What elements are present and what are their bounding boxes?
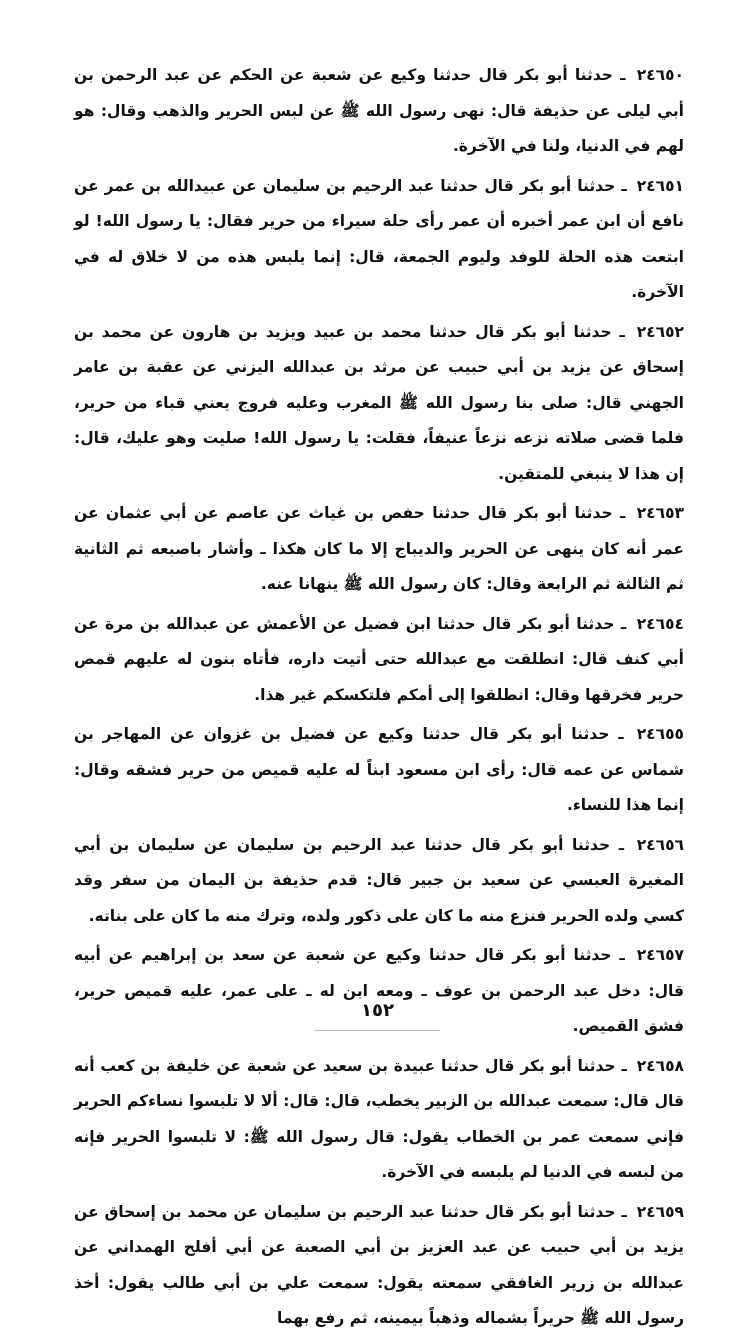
hadith-number: ٢٤٦٥٧ <box>636 946 684 964</box>
hadith-entry <box>74 607 684 714</box>
hadith-text: ـ حدثنا أبو بكر قال حدثنا محمد بن عبيد ويزيد بن هارون عن محمد بن إسحاق عن يزيد بن أبي حبيب عن مرثد بن عبدالله اليزني عن عقبة بن عامر الجهني قال: صلى بنا رسول الله ﷺ المغرب وعليه فروج يعني قباء من حرير، فلما قضى صلاته نزعه نزعاً عنيفاً، فقلت: يا رسول الله! صليت وهو عليك، قال: إن هذا لا ينبغي للمتقين. <box>74 322 684 483</box>
hadith-entry <box>74 315 684 493</box>
page-body <box>74 58 684 1341</box>
hadith-text: ـ حدثنا أبو بكر قال حدثنا عبيدة بن سعيد عن شعبة عن خليفة بن كعب أنه قال قال: سمعت عبدالله بن الزبير يخطب، قال: قال: ألا لا تلبسوا نساءكم الحرير فإني سمعت عمر بن الخطاب يقول: قال رسول الله ﷺ: لا تلبسوا الحرير فإنه من لبسه في الدنيا لم يلبسه في الآخرة. <box>74 1056 684 1181</box>
hadith-number: ٢٤٦٥١ <box>636 176 684 195</box>
hadith-text: ـ حدثنا أبو بكر قال حدثنا وكيع عن فضيل بن غزوان عن المهاجر بن شماس عن عمه قال: رأى ابن مسعود ابناً له عليه قميص من حرير فشقه وقال: إنما هذا للنساء. <box>74 725 684 814</box>
hadith-entry <box>74 58 684 165</box>
hadith-entry <box>74 1049 684 1191</box>
hadith-number: ٢٤٦٥٢ <box>636 322 684 341</box>
hadith-text: ـ حدثنا أبو بكر قال حدثنا ابن فضيل عن الأعمش عن عبدالله بن مرة عن أبي كنف قال: انطلقت مع عبدالله حتى أتيت داره، فأتاه بنون له عليهم قمص حرير فخرقها وقال: انطلقوا إلى أمكم فلتكسكم غير هذا. <box>74 614 684 704</box>
hadith-number: ٢٤٦٥٣ <box>636 504 684 522</box>
hadith-number: ٢٤٦٥٤ <box>636 614 684 633</box>
hadith-number: ٢٤٦٥٨ <box>636 1056 684 1075</box>
hadith-number: ٢٤٦٥٩ <box>636 1202 684 1221</box>
hadith-entry <box>74 828 684 935</box>
page-number-rule <box>315 1030 440 1031</box>
page-number: ١٥٢ <box>361 1000 394 1021</box>
hadith-entry <box>74 1195 684 1337</box>
hadith-number: ٢٤٦٥٥ <box>636 725 684 743</box>
hadith-text: ـ حدثنا أبو بكر قال حدثنا عبد الرحيم بن سليمان عن محمد بن إسحاق عن يزيد بن أبي حبيب عن عبد العزيز بن أبي الصعبة عن أبي أفلح الهمداني عن عبدالله بن زرير الغافقي سمعته يقول: سمعت علي بن أبي طالب يقول: أخذ رسول الله ﷺ حريراً بشماله وذهباً بيمينه، ثم رفع بهما <box>74 1202 684 1327</box>
hadith-entry <box>74 169 684 311</box>
hadith-number: ٢٤٦٥٦ <box>636 835 684 854</box>
hadith-entry <box>74 496 684 603</box>
hadith-text: ـ حدثنا أبو بكر قال حدثنا وكيع عن شعبة عن الحكم عن عبد الرحمن بن أبي ليلى عن حذيفة قال: نهى رسول الله ﷺ عن لبس الحرير والذهب وقال: هو لهم في الدنيا، ولنا في الآخرة. <box>74 66 684 155</box>
hadith-entry <box>74 717 684 824</box>
hadith-text: ـ حدثنا أبو بكر قال حدثنا وكيع عن شعبة عن سعد بن إبراهيم عن أبيه قال: دخل عبد الرحمن بن عوف ـ ومعه ابن له ـ على عمر، عليه قميص حرير، فشق القميص. <box>74 946 684 1035</box>
hadith-number: ٢٤٦٥٠ <box>636 66 684 84</box>
hadith-text: ـ حدثنا أبو بكر قال حدثنا عبد الرحيم بن سليمان عن عبيدالله بن عمر عن نافع أن ابن عمر أخبره أن عمر رأى حلة سيراء من حرير فقال: يا رسول الله! لو ابتعت هذه الحلة للوفد وليوم الجمعة، قال: إنما يلبس هذه من لا خلاق له في الآخرة. <box>74 176 684 301</box>
hadith-entry <box>74 938 684 1045</box>
hadith-text: ـ حدثنا أبو بكر قال حدثنا عبد الرحيم بن سليمان عن سليمان بن أبي المغيرة العبسي عن سعيد بن جبير قال: قدم حذيفة بن اليمان من سفر وقد كسي ولده الحرير فنزع منه ما كان على ذكور ولده، وترك منه ما كان على بناته. <box>74 835 684 925</box>
hadith-text: ـ حدثنا أبو بكر قال حدثنا حفص بن غياث عن عاصم عن أبي عثمان عن عمر أنه كان ينهى عن الحرير والديباج إلا ما كان هكذا ـ وأشار باصبعه ثم الثانية ثم الثالثة ثم الرابعة وقال: كان رسول الله ﷺ ينهانا عنه. <box>74 504 684 593</box>
